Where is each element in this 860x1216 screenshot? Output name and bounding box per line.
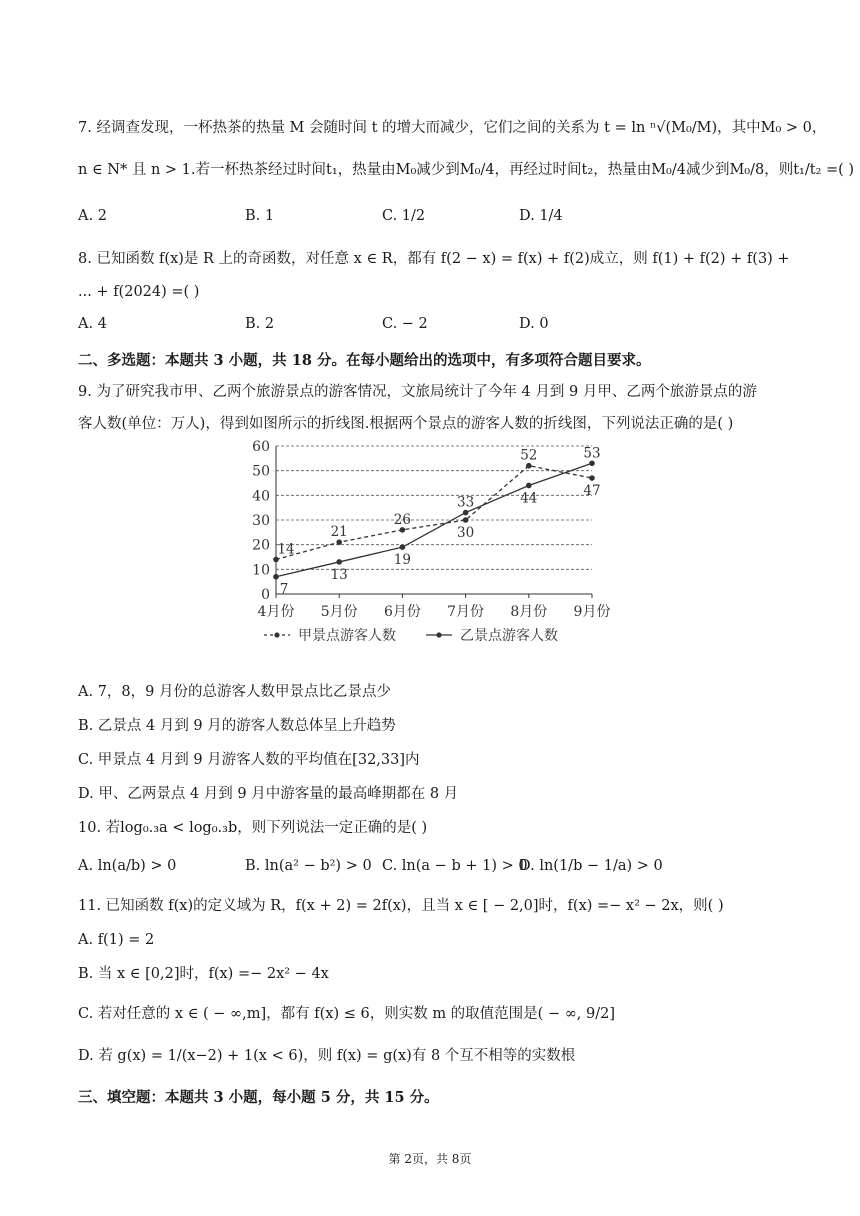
label-yi-1: 13 <box>330 566 348 583</box>
series-1-point-2 <box>400 544 406 550</box>
q11-option-d: D. 若 g(x) = 1/(x−2) + 1(x < 6)，则 f(x) = g(x)有 8 个互不相等的实数根 <box>78 1048 576 1064</box>
label-jia-2: 26 <box>393 511 411 528</box>
y-tick-30: 30 <box>252 513 270 529</box>
y-tick-50: 50 <box>252 463 270 480</box>
label-jia-5: 47 <box>583 483 601 500</box>
label-yi-5: 53 <box>583 445 601 462</box>
q7-option-c: C. 1/2 <box>382 208 426 224</box>
series-0-point-0 <box>273 557 279 563</box>
x-tick-0: 4月份 <box>257 604 295 620</box>
legend-label-yi: 乙景点游客人数 <box>460 628 558 644</box>
y-tick-40: 40 <box>252 488 270 505</box>
data-labels <box>277 445 600 597</box>
series-1-point-0 <box>273 574 279 580</box>
x-tick-5: 9月份 <box>573 604 610 620</box>
chart-legend <box>264 627 558 644</box>
label-jia-0: 14 <box>277 541 295 558</box>
q11-option-c: C. 若对任意的 x ∈ ( − ∞,m]，都有 f(x) ≤ 6，则实数 m 的取值范围是( − ∞, 9/2] <box>78 1006 615 1022</box>
label-yi-2: 19 <box>393 552 411 569</box>
series-0-point-3 <box>463 517 469 523</box>
series-1-point-4 <box>526 483 532 489</box>
q7-option-a: A. 2 <box>78 208 107 224</box>
page-footer: 第 2页，共 8页 <box>388 1152 472 1166</box>
series-1-point-3 <box>463 510 469 516</box>
q9-option-b: B. 乙景点 4 月到 9 月的游客人数总体呈上升趋势 <box>78 718 396 734</box>
q8-stem-line1: 8. 已知函数 f(x)是 R 上的奇函数，对任意 x ∈ R，都有 f(2 − x) = f(x) + f(2)成立，则 f(1) + f(2) + f(3) + <box>78 251 790 267</box>
chart-grid <box>276 446 592 598</box>
label-yi-4: 44 <box>520 490 538 507</box>
q7-option-d: D. 1/4 <box>519 208 563 224</box>
series-1-point-1 <box>336 559 342 565</box>
x-tick-labels <box>258 604 610 620</box>
label-jia-1: 21 <box>330 524 348 541</box>
label-yi-0: 7 <box>279 581 289 598</box>
q10-stem: 10. 若log₀.₃a < log₀.₃b，则下列说法一定正确的是( ) <box>78 820 428 836</box>
q9-stem-line1: 9. 为了研究我市甲、乙两个旅游景点的游客情况，文旅局统计了今年 4 月到 9 月甲、乙两个旅游景点的游 <box>78 384 757 400</box>
series-0-point-2 <box>400 527 406 533</box>
label-yi-3: 33 <box>457 494 475 511</box>
y-tick-20: 20 <box>252 537 270 554</box>
q7-option-b: B. 1 <box>245 208 275 224</box>
x-tick-3: 7月份 <box>447 604 485 620</box>
section-3-heading: 三、填空题：本题共 3 小题，每小题 5 分，共 15 分。 <box>78 1089 439 1106</box>
q10-option-b: B. ln(a² − b²) > 0 <box>245 858 372 874</box>
q8-option-b: B. 2 <box>245 316 275 332</box>
q7-stem-line2: n ∈ N* 且 n > 1.若一杯热茶经过时间t₁，热量由M₀减少到M₀/4，再经过时间t₂，热量由M₀/4减少到M₀/8，则t₁/t₂ =( ) <box>78 162 855 178</box>
y-tick-0: 0 <box>261 587 270 603</box>
legend-label-jia: 甲景点游客人数 <box>298 628 396 644</box>
q11-stem: 11. 已知函数 f(x)的定义域为 R，f(x + 2) = 2f(x)，且当 x ∈ [ − 2,0]时，f(x) =− x² − 2x，则( ) <box>78 898 724 914</box>
label-jia-3: 30 <box>457 525 475 541</box>
x-tick-4: 8月份 <box>510 604 548 620</box>
q10-option-c: C. ln(a − b + 1) > 0 <box>382 858 528 874</box>
q7-stem-line1: 7. 经调查发现，一杯热茶的热量 M 会随时间 t 的增大而减少，它们之间的关系为 t = ln ⁿ√(M₀/M)，其中M₀ > 0， <box>78 120 827 136</box>
line-chart <box>250 432 610 652</box>
section-2-heading: 二、多选题：本题共 3 小题，共 18 分。在每小题给出的选项中，有多项符合题目要求。 <box>78 352 651 369</box>
q8-option-d: D. 0 <box>519 316 549 332</box>
q11-option-b: B. 当 x ∈ [0,2]时，f(x) =− 2x² − 4x <box>78 966 329 982</box>
q9-option-a: A. 7，8，9 月份的总游客人数甲景点比乙景点少 <box>78 684 391 700</box>
label-jia-4: 52 <box>520 447 538 464</box>
x-tick-1: 5月份 <box>320 604 358 620</box>
q11-option-a: A. f(1) = 2 <box>78 932 155 948</box>
series-0-point-1 <box>336 539 342 545</box>
legend-marker-jia <box>274 632 279 637</box>
y-tick-10: 10 <box>252 562 270 579</box>
q8-option-a: A. 4 <box>78 316 107 332</box>
x-tick-2: 6月份 <box>383 604 421 620</box>
series-1-point-5 <box>589 460 595 466</box>
q9-stem-line2: 客人数(单位：万人)，得到如图所示的折线图.根据两个景点的游客人数的折线图，下列说法正确的是( ) <box>78 416 734 432</box>
q10-option-d: D. ln(1/b − 1/a) > 0 <box>519 858 663 874</box>
legend-marker-yi <box>436 632 441 637</box>
series-0-point-4 <box>526 463 532 469</box>
q8-stem-line2: ... + f(2024) =( ) <box>78 284 200 300</box>
q10-option-a: A. ln(a/b) > 0 <box>78 858 177 874</box>
y-tick-labels <box>252 439 270 603</box>
q9-option-d: D. 甲、乙两景点 4 月到 9 月中游客量的最高峰期都在 8 月 <box>78 786 459 802</box>
q9-option-c: C. 甲景点 4 月到 9 月游客人数的平均值在[32,33]内 <box>78 752 420 768</box>
q8-option-c: C. − 2 <box>382 316 428 332</box>
series-0-point-5 <box>589 475 595 481</box>
y-tick-60: 60 <box>252 439 270 455</box>
